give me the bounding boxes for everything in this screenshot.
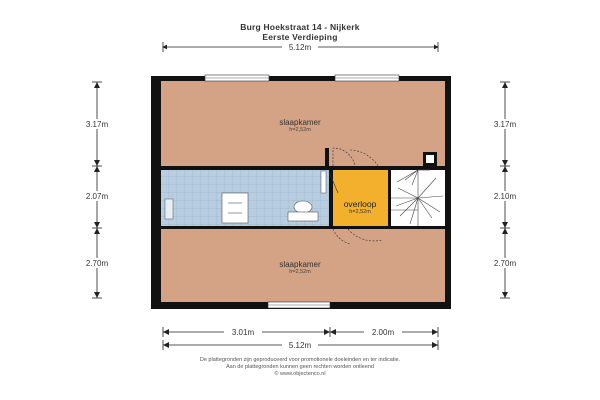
bottom-left-label: 3.01m — [231, 328, 255, 337]
footer-copyright: © www.objectenco.nl — [274, 371, 326, 377]
right-dimensions — [486, 82, 524, 298]
top-width-label: 5.12m — [288, 43, 312, 52]
radiator — [321, 171, 326, 193]
right-bottom-label: 2.70m — [493, 259, 517, 268]
plan-address: Burg Hoekstraat 14 - Nijkerk — [240, 22, 360, 32]
top-dimension — [163, 42, 438, 52]
top-bedroom-name: slaapkamer — [279, 118, 321, 127]
sink-unit — [222, 193, 248, 223]
left-mid-label: 2.07m — [85, 192, 109, 201]
right-top-label: 3.17m — [493, 120, 517, 129]
plan-floor-name: Eerste Verdieping — [262, 32, 338, 42]
footer-line-2: Aan de plattegronden kunnen geen rechten worden ontleend — [225, 364, 374, 370]
shower-tray — [165, 199, 173, 219]
toilet — [294, 201, 312, 213]
left-top-label: 3.17m — [85, 120, 109, 129]
bottom-dimensions — [163, 327, 438, 350]
bottom-bedroom-height: h=2,52m — [289, 269, 311, 275]
bottom-bedroom-name: slaapkamer — [279, 260, 321, 269]
top-bedroom-height: h=2,52m — [289, 127, 311, 133]
right-mid-label: 2.10m — [493, 192, 517, 201]
landing-height: h=2,52m — [349, 209, 371, 215]
footer-line-1: De plattegronden zijn geproduceerd voor promotionele doeleinden en ter indicatie. — [199, 357, 401, 363]
footer-disclaimer — [0, 357, 600, 378]
landing-name: overloop — [343, 199, 377, 209]
left-bottom-label: 2.70m — [85, 259, 109, 268]
landing-floor — [333, 170, 388, 226]
bottom-right-label: 2.00m — [371, 328, 395, 337]
left-dimensions — [78, 82, 116, 298]
bottom-total-label: 5.12m — [288, 341, 312, 350]
